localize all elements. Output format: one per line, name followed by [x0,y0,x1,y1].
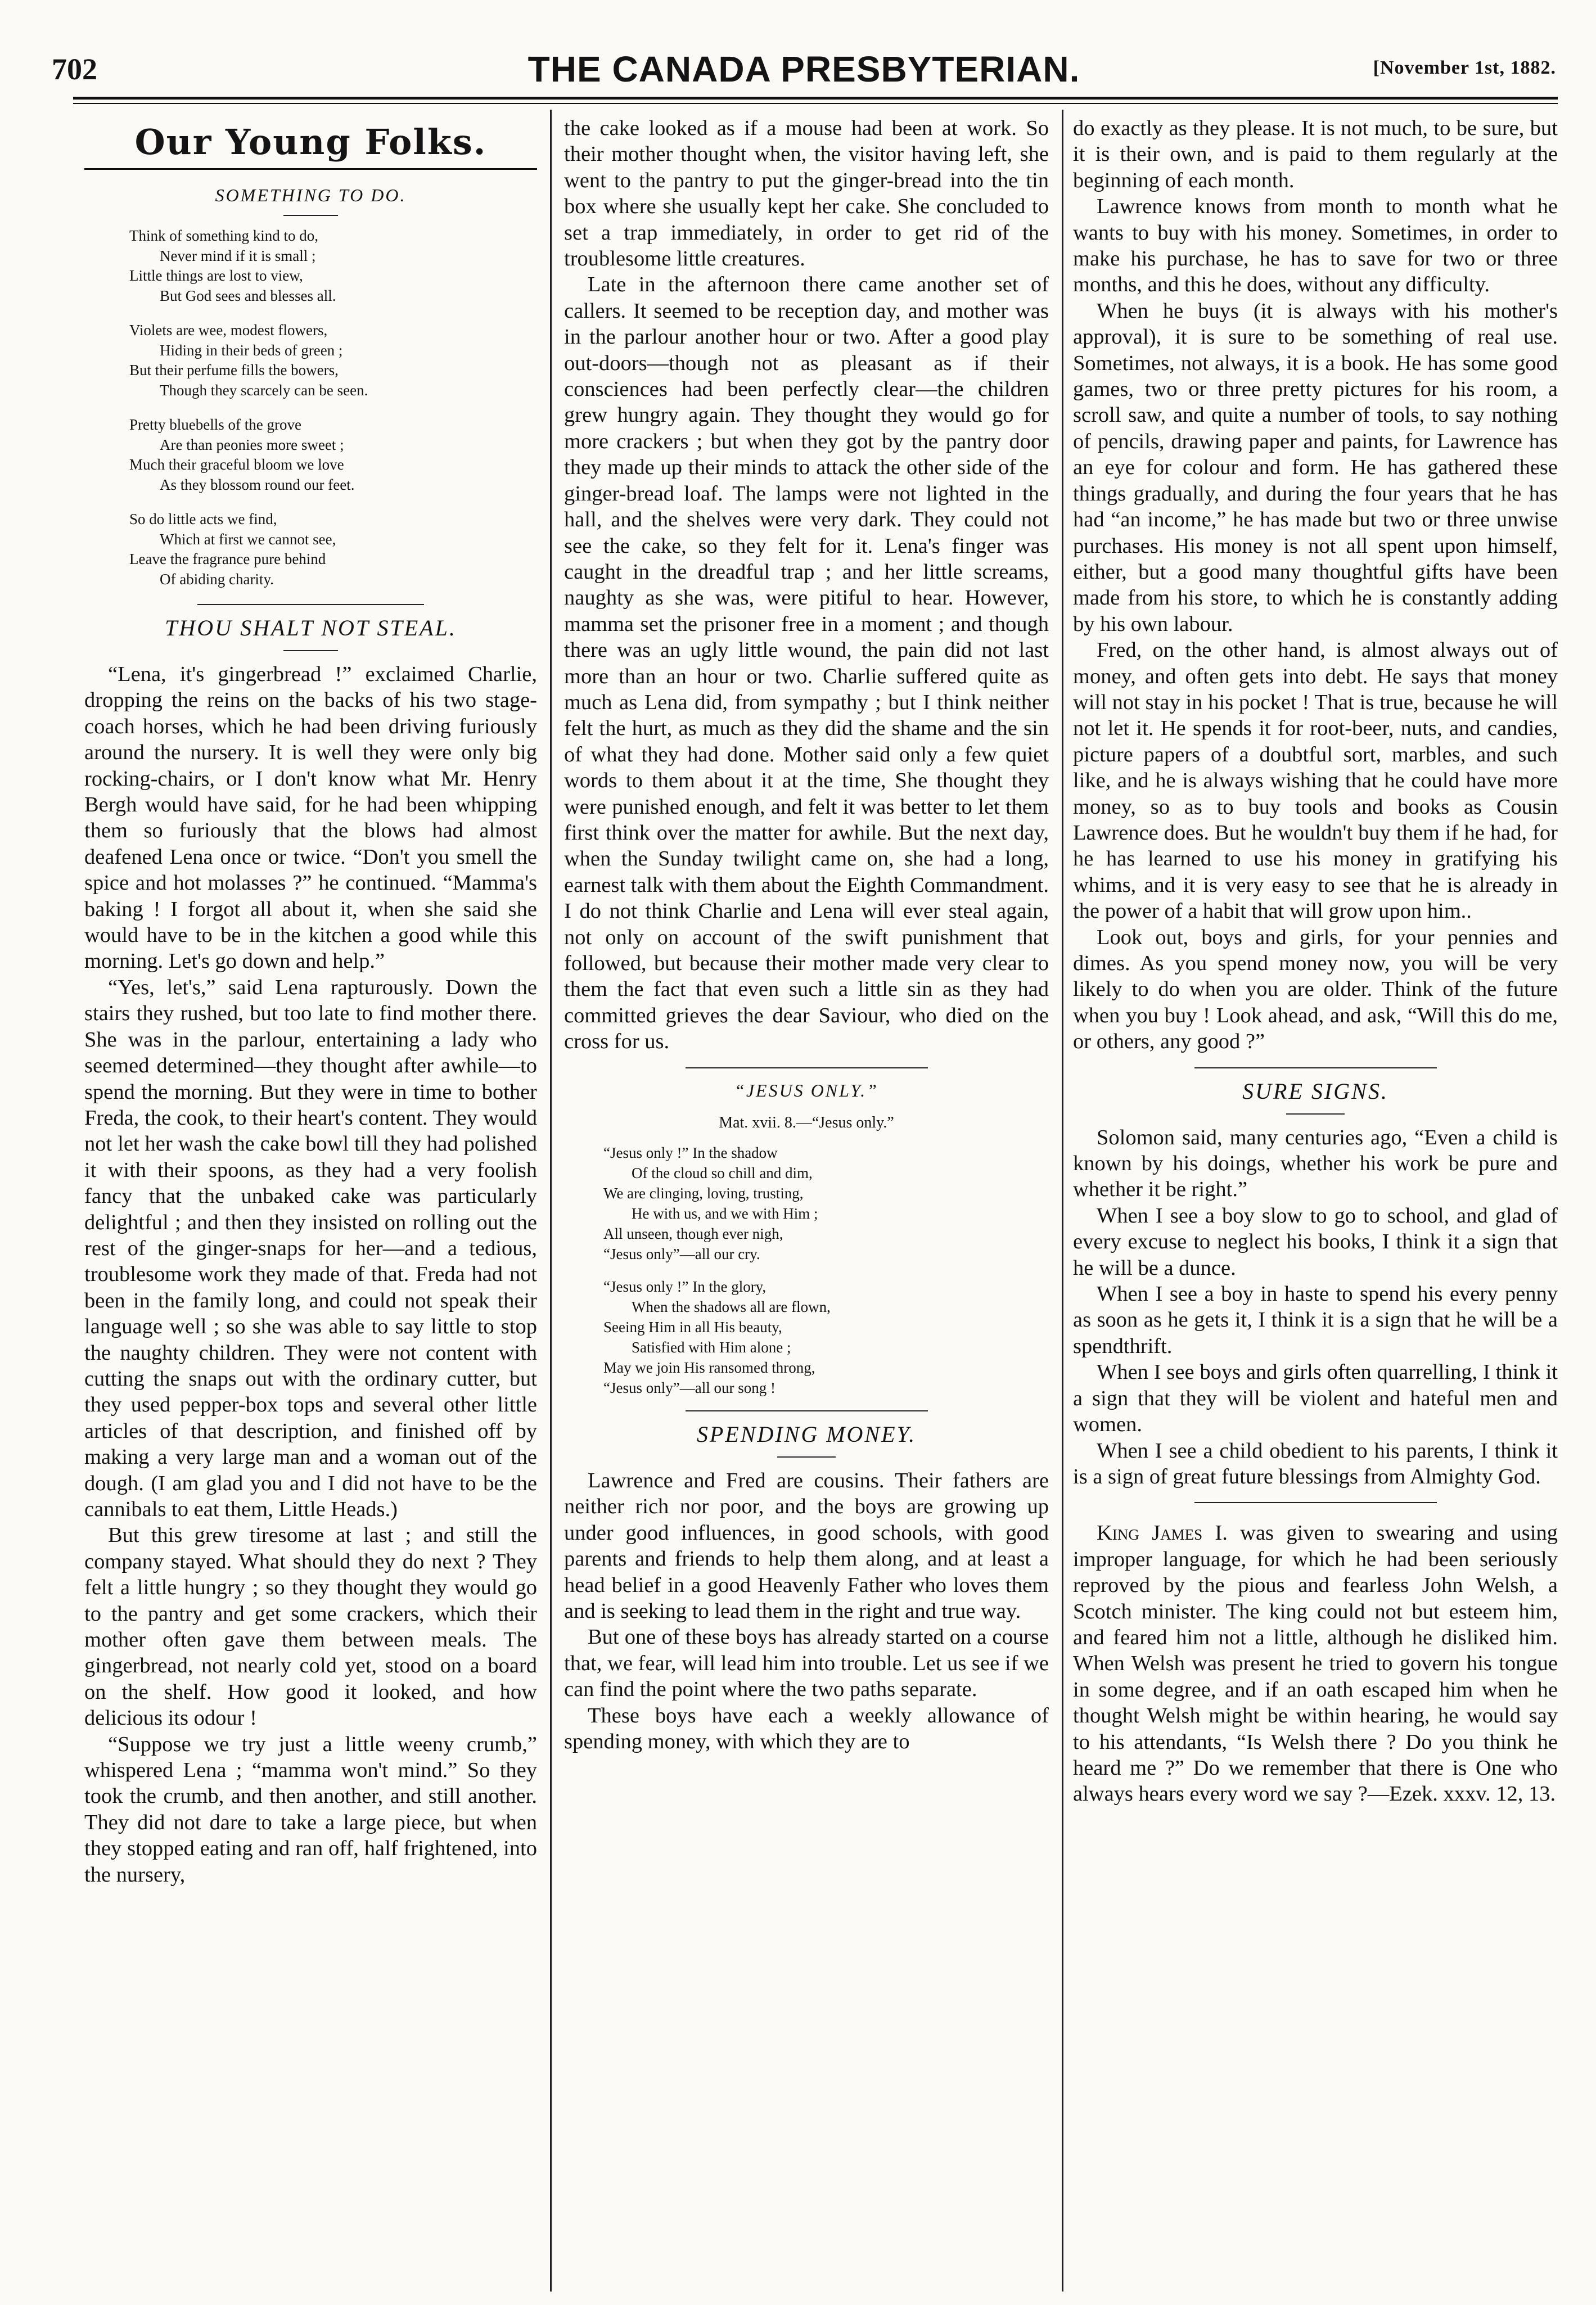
poem-line: Satisfied with Him alone ; [632,1339,791,1356]
paragraph-lead: King James I. [1097,1521,1228,1545]
column-2 [564,115,1049,1755]
poem-line: “Jesus only !” In the shadow [603,1144,778,1162]
poem-line: Seeing Him in all His beauty, [603,1319,782,1336]
poem-line: Pretty bluebells of the grove [129,416,301,433]
poem-line: Little things are lost to view, [129,267,303,284]
paragraph: Look out, boys and girls, for your pennies and dimes. As you spend money now, you will be very likely to do when you are older. Think of the future when you buy ! Look ahead, and ask, “Will this do me, or others, any good ?” [1073,925,1558,1054]
poem-stanza [603,1276,1049,1398]
poem-line: So do little acts we find, [129,511,277,527]
poem-line: Though they scarcely can be seen. [160,381,368,399]
paragraph: Late in the afternoon there came another set of callers. It seemed to be reception day, and mother was in the parlour another hour or two. After a good play out-doors—though not as pleasant as if their consciences had been perfectly clear—the children grew hungry again. They thought they would go for more crackers ; but when they got by the pantry door they made up their minds to attack the other side of the ginger-bread loaf. The lamps were not lighted in the hall, and the shelves were very dark. They could not see the cake, so they felt for it. Lena's finger was caught in the dreadful trap ; and her little screams, naughty as she was, were pitiful to hear. However, mamma set the prisoner free in a moment ; and though there was an ugly little wound, the pain did not last more than an hour or two. Charlie suffered quite as much as Lena did, from sympathy ; but I think neither felt the hurt, as much as they did the shame and the sin of what they had done. Mother said only a few quiet words to them about it at the time, She thought they were punished enough, and felt it was better to let them first think over the matter for awhile. But the next day, when the Sunday twilight came on, she had a long, earnest talk with them about the Eighth Commandment. I do not think Charlie and Lena will ever steal again, not only on account of the swift punishment that followed, but because their mother made very clear to them the fact that even such a little sin as they had committed grieves the dear Saviour, who died on the cross for us. [564,273,1049,1054]
poem-line: He with us, and we with Him ; [632,1205,818,1223]
poem-line: But God sees and blesses all. [160,287,336,304]
poem-stanza [129,415,537,495]
story-title: SURE SIGNS. [1242,1078,1388,1104]
poem-line: Of abiding charity. [160,570,274,588]
poem-line: May we join His ransomed throng, [603,1359,815,1377]
poem-line: We are clinging, loving, trusting, [603,1185,804,1202]
title-rule [1286,1113,1344,1115]
masthead [52,49,1556,91]
masthead-rule [73,97,1558,100]
title-rule [777,1456,835,1458]
separator-rule [197,604,424,605]
issue-date: [November 1st, 1882. [1373,57,1556,78]
story-title: THOU SHALT NOT STEAL. [165,615,457,640]
poem-line: Are than peonies more sweet ; [160,436,344,453]
poem-line: When the shadows all are flown, [632,1298,831,1316]
separator-rule [1194,1067,1437,1068]
poem-title: SOMETHING TO DO. [215,185,407,205]
poem-line: Much their graceful bloom we love [129,456,344,473]
newspaper-title: THE CANADA PRESBYTERIAN. [528,49,1080,89]
paragraph: When I see boys and girls often quarrelling, I think it a sign that they will be violent and hateful men and women. [1073,1360,1558,1437]
paragraph-text: was given to swearing and using improper language, for which he had been seriously reproved by the pious and fearless John Welsh, a Scotch minister. The king could not but esteem him, and feared him not a little, although he disliked him. When Welsh was present he tried to govern his tongue in some degree, and if an oath escaped him when he thought Welsh might be within hearing, he would say to his attendants, “Is Welsh there ? Do you think he heard me ?” Do we remember that there is One who always hears every word we say ?—Ezek. xxxv. 12, 13. [1073,1521,1558,1806]
poem-line: But their perfume fills the bowers, [129,362,339,378]
poem-line: Violets are wee, modest flowers, [129,322,328,339]
poem-line: Think of something kind to do, [129,227,318,244]
paragraph: “Lena, it's gingerbread !” exclaimed Charlie, dropping the reins on the backs of his two stage-coach horses, which he had been driving furiously around the nursery. It is well they were only big rocking-chairs, or I don't know what Mr. Henry Bergh would have said, for he had been whipping them so furiously that the blows had almost deafened Lena once or twice. “Don't you smell the spice and hot molasses ?” he continued. “Mamma's baking ! I forgot all about it, when she said she would have to be in the kitchen a good while this morning. Let's go down and help.” [84,662,537,973]
paragraph: Lawrence and Fred are cousins. Their fathers are neither rich nor poor, and the boys are growing up under good influences, in good schools, with good parents and friends to help them along, and at least a head belief in a good Heavenly Father who loves them and is seeking to lead them in the right and true way. [564,1469,1049,1623]
poem-line: “Jesus only”—all our song ! [603,1379,776,1397]
poem-stanza [129,321,537,400]
poem-line: Leave the fragrance pure behind [129,551,326,567]
poem-line: As they blossom round our feet. [160,476,355,493]
poem-title: “JESUS ONLY.” [734,1080,878,1100]
paragraph [1073,1520,1558,1807]
poem-line: All unseen, though ever nigh, [603,1225,783,1243]
poem-epigraph: Mat. xvii. 8.—“Jesus only.” [719,1113,894,1131]
section-rule [84,168,537,170]
separator-rule [686,1410,928,1411]
paragraph: When I see a child obedient to his parents, I think it is a sign of great future blessings from Almighty God. [1073,1438,1558,1488]
poem-line: Of the cloud so chill and dim, [632,1165,813,1182]
separator-rule [1194,1502,1437,1503]
column-divider [1062,110,1063,2292]
title-rule [283,215,338,216]
poem-line: “Jesus only !” In the glory, [603,1278,767,1296]
poem [129,226,537,589]
paragraph: the cake looked as if a mouse had been at work. So their mother thought when, the visitor having left, she went to the pantry to put the ginger-bread into the tin box where she usually kept her cake. She concluded to set a trap immediately, in order to get rid of the troublesome little creatures. [564,116,1049,271]
paragraph: Fred, on the other hand, is almost always out of money, and often gets into debt. He says that money will not stay in his pocket ! That is true, because he will not let it. He spends it for root-beer, nuts, and candies, picture papers of a doubtful sort, marbles, and such like, and he is always wishing that he could have more money, so as to buy tools and books as Cousin Lawrence does. But he wouldn't buy them if he had, for he has learned to use his money in gratifying his whims, and it is very easy to see that he is already in the power of a habit that will grow upon him.. [1073,638,1558,923]
poem-stanza [603,1143,1049,1264]
column-3 [1073,115,1558,1807]
poem [603,1143,1049,1398]
paragraph: “Suppose we try just a little weeny crumb,” whispered Lena ; “mamma won't mind.” So they took the crumb, and then another, and still another. They did not dare to take a large piece, but when they stopped eating and ran off, half frightened, into the nursery, [84,1732,537,1887]
page-number: 702 [52,52,97,86]
section-title: Our Young Folks. [134,121,487,163]
paragraph: Lawrence knows from month to month what he wants to buy with his money. Sometimes, in order to make his purchase, he has to save for two or three months, and this he does, without any difficulty. [1073,195,1558,297]
paragraph: When he buys (it is always with his mother's approval), it is sure to be something of real use. Sometimes, not always, it is a book. He has some good games, two or three pretty pictures for his room, a scroll saw, and quite a number of tools, to say nothing of pencils, drawing paper and paints, for Lawrence has an eye for colour and form. He has gathered these things gradually, and during the four years that he has had “an income,” he has made but two or three unwise purchases. His money is not all spent upon himself, either, but a good many thoughtful gifts have been made from his store, to which he is constantly adding by his own labour. [1073,299,1558,636]
poem-line: Hiding in their beds of green ; [160,341,343,359]
poem-stanza [129,509,537,589]
column-divider [550,110,552,2292]
paragraph: Solomon said, many centuries ago, “Even a child is known by his doings, whether his work be pure and whether it be right.” [1073,1125,1558,1202]
paragraph: These boys have each a weekly allowance of spending money, with which they are to [564,1703,1049,1754]
poem-line: Never mind if it is small ; [160,247,316,264]
paragraph: “Yes, let's,” said Lena rapturously. Down the stairs they rushed, but too late to find mother there. She was in the parlour, entertaining a lady who seemed determined—they thought after awhile—to spend the morning. But they were in time to bother Freda, the cook, to their heart's content. They would not let her wash the cake bowl till they had polished it with their spoons, as they had a very foolish fancy that the unbaked cake was particularly delightful ; and then they insisted on rolling out the rest of the ginger-snaps for her—and a tedious, troublesome work they made of that. Freda had not been in the family long, and could not speak their language well ; so she was able to say little to stop the naughty children. They were not content with cutting the snaps out with the ordinary cutter, but they used pepper-box tops and several other little articles of that description, and finished off by making a very large man and a woman out of the dough. (I am glad you and I did not have to be the cannibals to eat them, Little Heads.) [84,975,537,1521]
separator-rule [686,1067,928,1068]
title-rule [283,650,338,651]
paragraph: But this grew tiresome at last ; and still the company stayed. What should they do next ? They felt a little hungry ; so they thought they would go to the pantry and get some crackers, which their mother often gave them between meals. The gingerbread, not nearly cold yet, stood on a board on the shelf. How good it looked, and how delicious its odour ! [84,1523,537,1730]
poem-stanza [129,226,537,306]
paragraph: do exactly as they please. It is not much, to be sure, but it is their own, and is paid to them regularly at the beginning of each month. [1073,116,1558,192]
story-title: SPENDING MONEY. [696,1422,917,1447]
paragraph: When I see a boy slow to go to school, and glad of every excuse to neglect his books, I think it a sign that he will be a dunce. [1073,1203,1558,1280]
column-1 [84,115,537,1888]
masthead-rule-thin [73,103,1558,104]
paragraph: But one of these boys has already started on a course that, we fear, will lead him into trouble. Let us see if we can find the point where the two paths separate. [564,1625,1049,1702]
paragraph: When I see a boy in haste to spend his every penny as soon as he gets it, I think it is a sign that he will be a spendthrift. [1073,1282,1558,1358]
poem-line: “Jesus only”—all our cry. [603,1246,760,1263]
poem-line: Which at first we cannot see, [160,530,336,548]
